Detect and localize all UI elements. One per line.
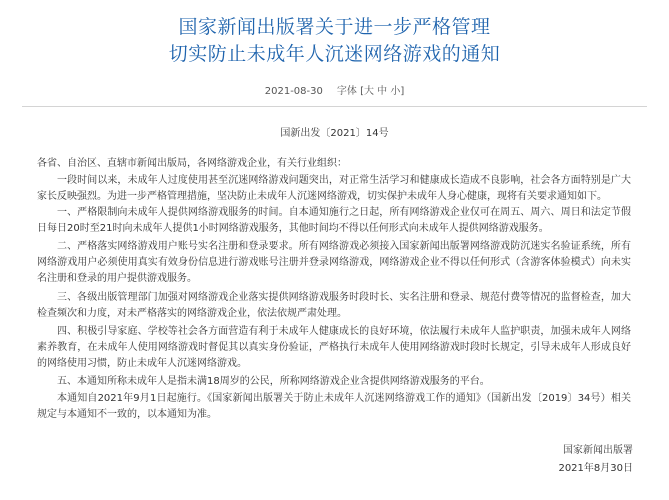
article-meta: [0, 85, 669, 99]
header-divider: [22, 106, 647, 107]
addressee: 各省、自治区、直辖市新闻出版局，各网络游戏企业，有关行业组织：: [37, 158, 347, 169]
font-size-small-button[interactable]: 小: [390, 86, 401, 97]
page-title-line2: 切实防止未成年人沉迷网络游戏的通知: [168, 43, 501, 65]
paragraph-item-3: 三、各级出版管理部门加强对网络游戏企业落实提供网络游戏服务时段时长、实名注册和登录、规范付费等情况的监督检查，加大检查频次和力度，对未严格落实的网络游戏企业，依法依规严肃处理。: [37, 292, 631, 319]
font-size-bracket-close: ]: [400, 86, 405, 97]
paragraph-item-4: 四、积极引导家庭、学校等社会各方面营造有利于未成年人健康成长的良好环境，依法履行未成年人监护职责，加强未成年人网络素养教育，在未成年人使用网络游戏时督促其以真实身份验证，严格执行未成年人使用网络游戏时段时长规定，引导未成年人形成良好的网络使用习惯，防止未成年人沉迷网络游戏。: [37, 326, 631, 369]
font-size-large-button[interactable]: 大: [363, 86, 374, 97]
paragraph-item-1: 一、严格限制向未成年人提供网络游戏服务的时间。自本通知施行之日起，所有网络游戏企业仅可在周五、周六、周日和法定节假日每日20时至21时向未成年人提供1小时网络游戏服务，其他时间均不得以任何形式向未成年人提供网络游戏服务。: [37, 207, 631, 234]
signature-date: 2021年8月30日: [558, 463, 633, 474]
publish-date: 2021-08-30: [264, 86, 323, 97]
page-title-line1: 国家新闻出版署关于进一步严格管理: [178, 16, 491, 38]
paragraph-item-2: 二、严格落实网络游戏用户账号实名注册和登录要求。所有网络游戏必须接入国家新闻出版署网络游戏防沉迷实名验证系统，所有网络游戏用户必须使用真实有效身份信息进行游戏账号注册并登录网络游戏，网络游戏企业不得以任何形式（含游客体验模式）向未实名注册和登录的用户提供游戏服务。: [37, 241, 631, 284]
signature-org: 国家新闻出版署: [563, 445, 633, 456]
paragraph-intro: 一段时间以来，未成年人过度使用甚至沉迷网络游戏问题突出，对正常生活学习和健康成长造成不良影响，社会各方面特别是广大家长反映强烈。为进一步严格管理措施，坚决防止未成年人沉迷网络游戏，切实保护未成年人身心健康，现将有关要求通知如下。: [37, 175, 631, 202]
font-size-label: 字体: [336, 86, 357, 97]
paragraph-item-5: 五、本通知所称未成年人是指未满18周岁的公民，所称网络游戏企业含提供网络游戏服务的平台。: [57, 376, 490, 387]
paragraph-effective-date: 本通知自2021年9月1日起施行。《国家新闻出版署关于防止未成年人沉迷网络游戏工作的通知》（国新出发〔2019〕34号）相关规定与本通知不一致的，以本通知为准。: [37, 393, 631, 420]
font-size-medium-button[interactable]: 中: [377, 86, 388, 97]
font-size-bracket-open: [: [360, 86, 364, 97]
document-number: 国新出发〔2021〕14号: [280, 128, 389, 139]
